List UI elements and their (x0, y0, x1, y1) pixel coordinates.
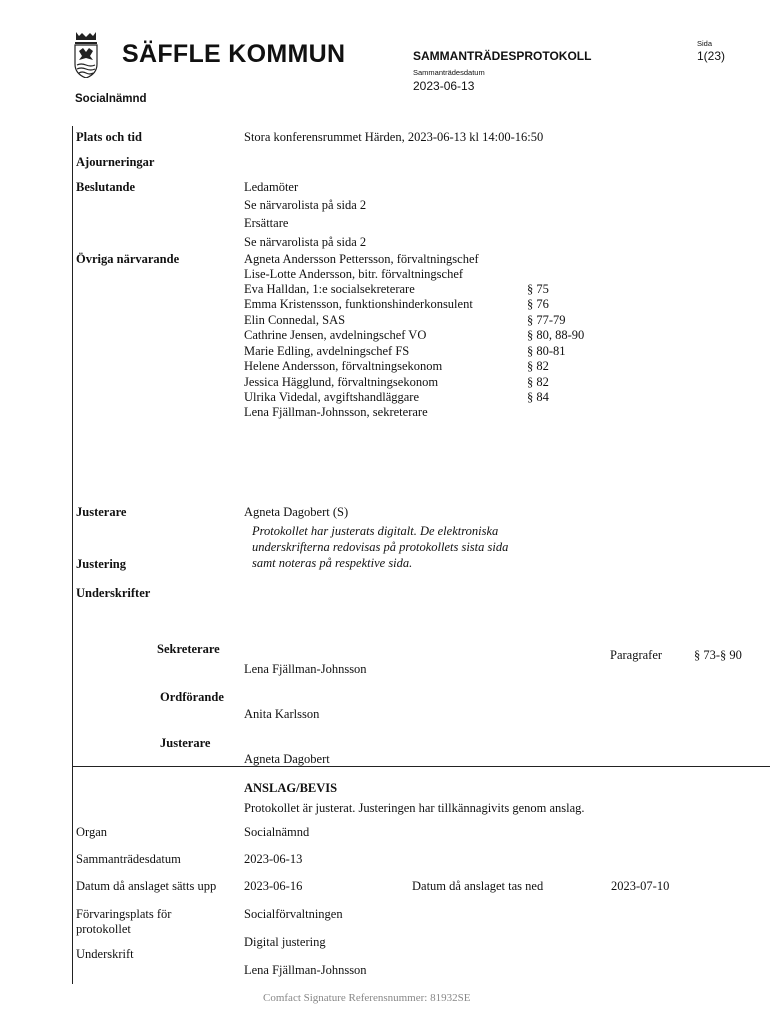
organ-value: Socialnämnd (244, 825, 310, 839)
attendee-name: Ulrika Videdal, avgiftshandläggare (244, 390, 419, 404)
digital-adjustment-note: samt noteras på respektive sida. (252, 556, 413, 570)
posted-date-value: 2023-06-16 (244, 879, 303, 893)
digital-adjustment-value: Digital justering (244, 935, 326, 949)
attendee-name: Emma Kristensson, funktionshinderkonsulent (244, 297, 473, 311)
attendee-paragraph: § 76 (527, 297, 549, 311)
attendee-paragraph: § 75 (527, 282, 549, 296)
attendee-name: Marie Edling, avdelningschef FS (244, 344, 410, 358)
signature-adjuster-name: Agneta Dagobert (244, 752, 330, 766)
municipality-name: SÄFFLE KOMMUN (122, 40, 346, 68)
attendee-name: Agneta Andersson Pettersson, förvaltningschef (244, 252, 479, 266)
section-divider (72, 766, 770, 767)
attendee-name: Helene Andersson, förvaltningsekonom (244, 359, 443, 373)
attendee-paragraph: § 82 (527, 359, 549, 373)
page-label: Sida (697, 39, 713, 48)
attendee-paragraph: § 80-81 (527, 344, 566, 358)
signature-reference: Comfact Signature Referensnummer: 81932SE (263, 992, 471, 1004)
attendee-name: Elin Connedal, SAS (244, 313, 346, 327)
attendee-name: Cathrine Jensen, avdelningschef VO (244, 328, 427, 342)
department-name: Socialnämnd (75, 93, 147, 105)
digital-adjustment-note: Protokollet har justerats digitalt. De elektroniska (252, 524, 499, 538)
chair-name: Anita Karlsson (244, 707, 320, 721)
adjourn-label: Ajourneringar (76, 155, 155, 169)
left-margin-rule (72, 126, 73, 766)
place-value: Stora konferensrummet Härden, 2023-06-13 kl 14:00-16:50 (244, 130, 544, 144)
place-label: Plats och tid (76, 130, 142, 144)
attendee-name: Lise-Lotte Andersson, bitr. förvaltningschef (244, 267, 464, 281)
meeting-date: 2023-06-13 (413, 79, 475, 93)
digital-adjustment-note: underskrifterna redovisas på protokollets sista sida (252, 540, 509, 554)
secretary-label: Sekreterare (157, 642, 220, 656)
posted-date-label: Datum då anslaget sätts upp (76, 879, 217, 893)
notice-date-label: Sammanträdesdatum (76, 852, 181, 866)
municipality-crest-icon (74, 32, 98, 78)
deciding-line: Ersättare (244, 216, 289, 230)
adjusting-label: Justering (76, 557, 126, 571)
attendee-paragraph: § 80, 88-90 (527, 328, 585, 342)
meeting-date-label: Sammanträdesdatum (413, 68, 485, 77)
attendee-paragraph: § 82 (527, 375, 549, 389)
signature-adjuster-label: Justerare (160, 736, 211, 750)
storage-label: Förvaringsplats för (76, 907, 172, 921)
attendee-name: Lena Fjällman-Johnsson, sekreterare (244, 405, 428, 419)
notice-title: ANSLAG/BEVIS (244, 781, 338, 795)
storage-value: Socialförvaltningen (244, 907, 343, 921)
paragraphs-value: § 73-§ 90 (694, 648, 742, 662)
secretary-name: Lena Fjällman-Johnsson (244, 662, 367, 676)
paragraphs-label: Paragrafer (610, 648, 663, 662)
notice-text: Protokollet är justerat. Justeringen har tillkännagivits genom anslag. (244, 801, 585, 815)
deciding-line: Se närvarolista på sida 2 (244, 235, 367, 249)
signature-name: Lena Fjällman-Johnsson (244, 963, 367, 977)
removed-date-label: Datum då anslaget tas ned (412, 879, 544, 893)
adjuster-label: Justerare (76, 505, 127, 519)
deciding-label: Beslutande (76, 180, 136, 194)
signatures-label: Underskrifter (76, 586, 151, 600)
page-number: 1(23) (697, 49, 726, 63)
chair-label: Ordförande (160, 690, 224, 704)
attendee-paragraph: § 77-79 (527, 313, 566, 327)
deciding-line: Se närvarolista på sida 2 (244, 198, 367, 212)
adjuster-value: Agneta Dagobert (S) (244, 505, 349, 519)
left-margin-rule-lower (72, 766, 73, 984)
attendee-paragraph: § 84 (527, 390, 549, 404)
others-present-label: Övriga närvarande (76, 252, 180, 266)
attendee-name: Jessica Hägglund, förvaltningsekonom (244, 375, 439, 389)
signature-label: Underskrift (76, 947, 134, 961)
document-type: SAMMANTRÄDESPROTOKOLL (413, 49, 592, 63)
organ-label: Organ (76, 825, 108, 839)
attendee-name: Eva Halldan, 1:e socialsekreterare (244, 282, 415, 296)
removed-date-value: 2023-07-10 (611, 879, 670, 893)
notice-date-value: 2023-06-13 (244, 852, 303, 866)
storage-label: protokollet (76, 922, 131, 936)
deciding-line: Ledamöter (244, 180, 299, 194)
